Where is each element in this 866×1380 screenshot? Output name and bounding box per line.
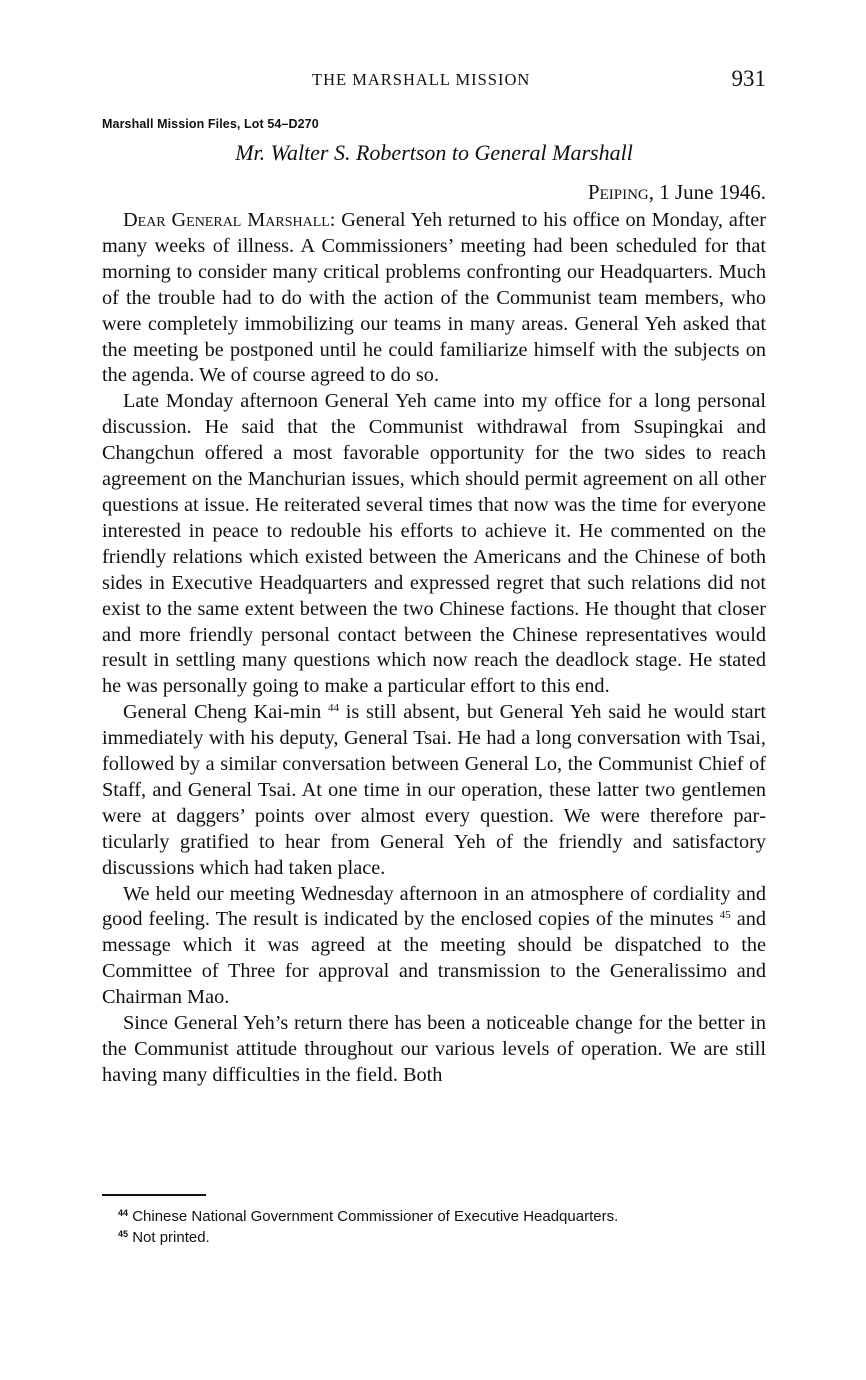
footnote-text: Chinese National Government Commissioner of Executive Headquarters. [132,1208,619,1225]
footnote-ref[interactable]: 45 [719,909,731,922]
paragraph-text: General Yeh returned to his office on Monday, after many weeks of illness. A Commissioners’ meeting had been scheduled for that morning to consider many critical problems confronting our Headquarters. Much of the trouble had to do with the action of the Communist team members, who were completely immobilizing our teams in many areas. General Yeh asked that the meeting be postponed until he could familiarize himself with the subjects on the agenda. We of course agreed to do so. [102,209,766,387]
footnotes [118,1206,768,1248]
dateline-place: Peiping, [587,180,654,204]
paragraph: Since General Yeh’s return there has been a noticeable change for the better in the Communist attitude throughout our various levels of operation. We are still having many difficulties in the field. Both [102,1012,766,1086]
paragraph-text: We held our meeting Wednesday afternoon in an atmosphere of cordiality and good feeling. The result is indicated by the enclosed copies of the minutes [102,882,766,931]
dateline [588,180,766,205]
paragraph [102,882,766,1012]
footnote-divider [102,1194,206,1196]
document-title: Mr. Walter S. Robertson to General Marshall [235,140,633,165]
footnote [118,1206,768,1227]
paragraph: Late Monday afternoon General Yeh came into my office for a long personal discussion. He said that the Communist withdrawal from Ssupingkai and Changchun offered a most favorable opportunity for the two sides to reach agreement on the Manchurian issues, which should permit agreement on all other questions at issue. He reiterated several times that now was the time for everyone interested in peace to redouble his efforts to achieve it. He commented on the friendly relations which existed between the Americans and the Chinese of both sides in Executive Headquarters and expressed regret that such relations did not exist to the same extent between the two Chinese factions. He thought that closer and more friendly personal contact between the Chinese representatives would result in settling many questions which now reach the deadlock stage. He stated he was personally going to make a particular effort to this end. [102,390,766,698]
paragraph-text: and message which it was agreed at the meeting should be dispatched to the Committee of Three for approval and transmission to the Generalissimo and Chairman Mao. [102,908,766,1009]
running-head: THE MARSHALL MISSION [312,70,531,89]
letter-body [102,208,766,1089]
salutation: Dear General Marshall: [123,209,336,231]
footnote [118,1227,768,1248]
dateline-date: 1 June 1946. [659,180,766,204]
paragraph [102,700,766,881]
page-number: 931 [731,66,766,91]
footnote-mark: 45 [118,1229,129,1239]
paragraph [102,208,766,389]
footnote-mark: 44 [118,1208,129,1218]
paragraph-text: General Cheng Kai-min [123,701,322,724]
footnote-ref[interactable]: 44 [328,702,340,715]
paragraph-text: is still absent, but General Yeh said he would start immediately with his deputy, General Tsai. He had a long conversation with Tsai, followed by a similar conversation between General Lo, the Communist Chief of Staff, and General Tsai. At one time in our operation, these latter two gentlemen were at daggers’ points over almost every question. We were therefore particularly gratified to hear from General Yeh of the friendly and satisfactory discussions which had taken place. [102,701,766,879]
footnote-text: Not printed. [132,1229,210,1246]
file-reference: Marshall Mission Files, Lot 54–D270 [102,117,319,131]
